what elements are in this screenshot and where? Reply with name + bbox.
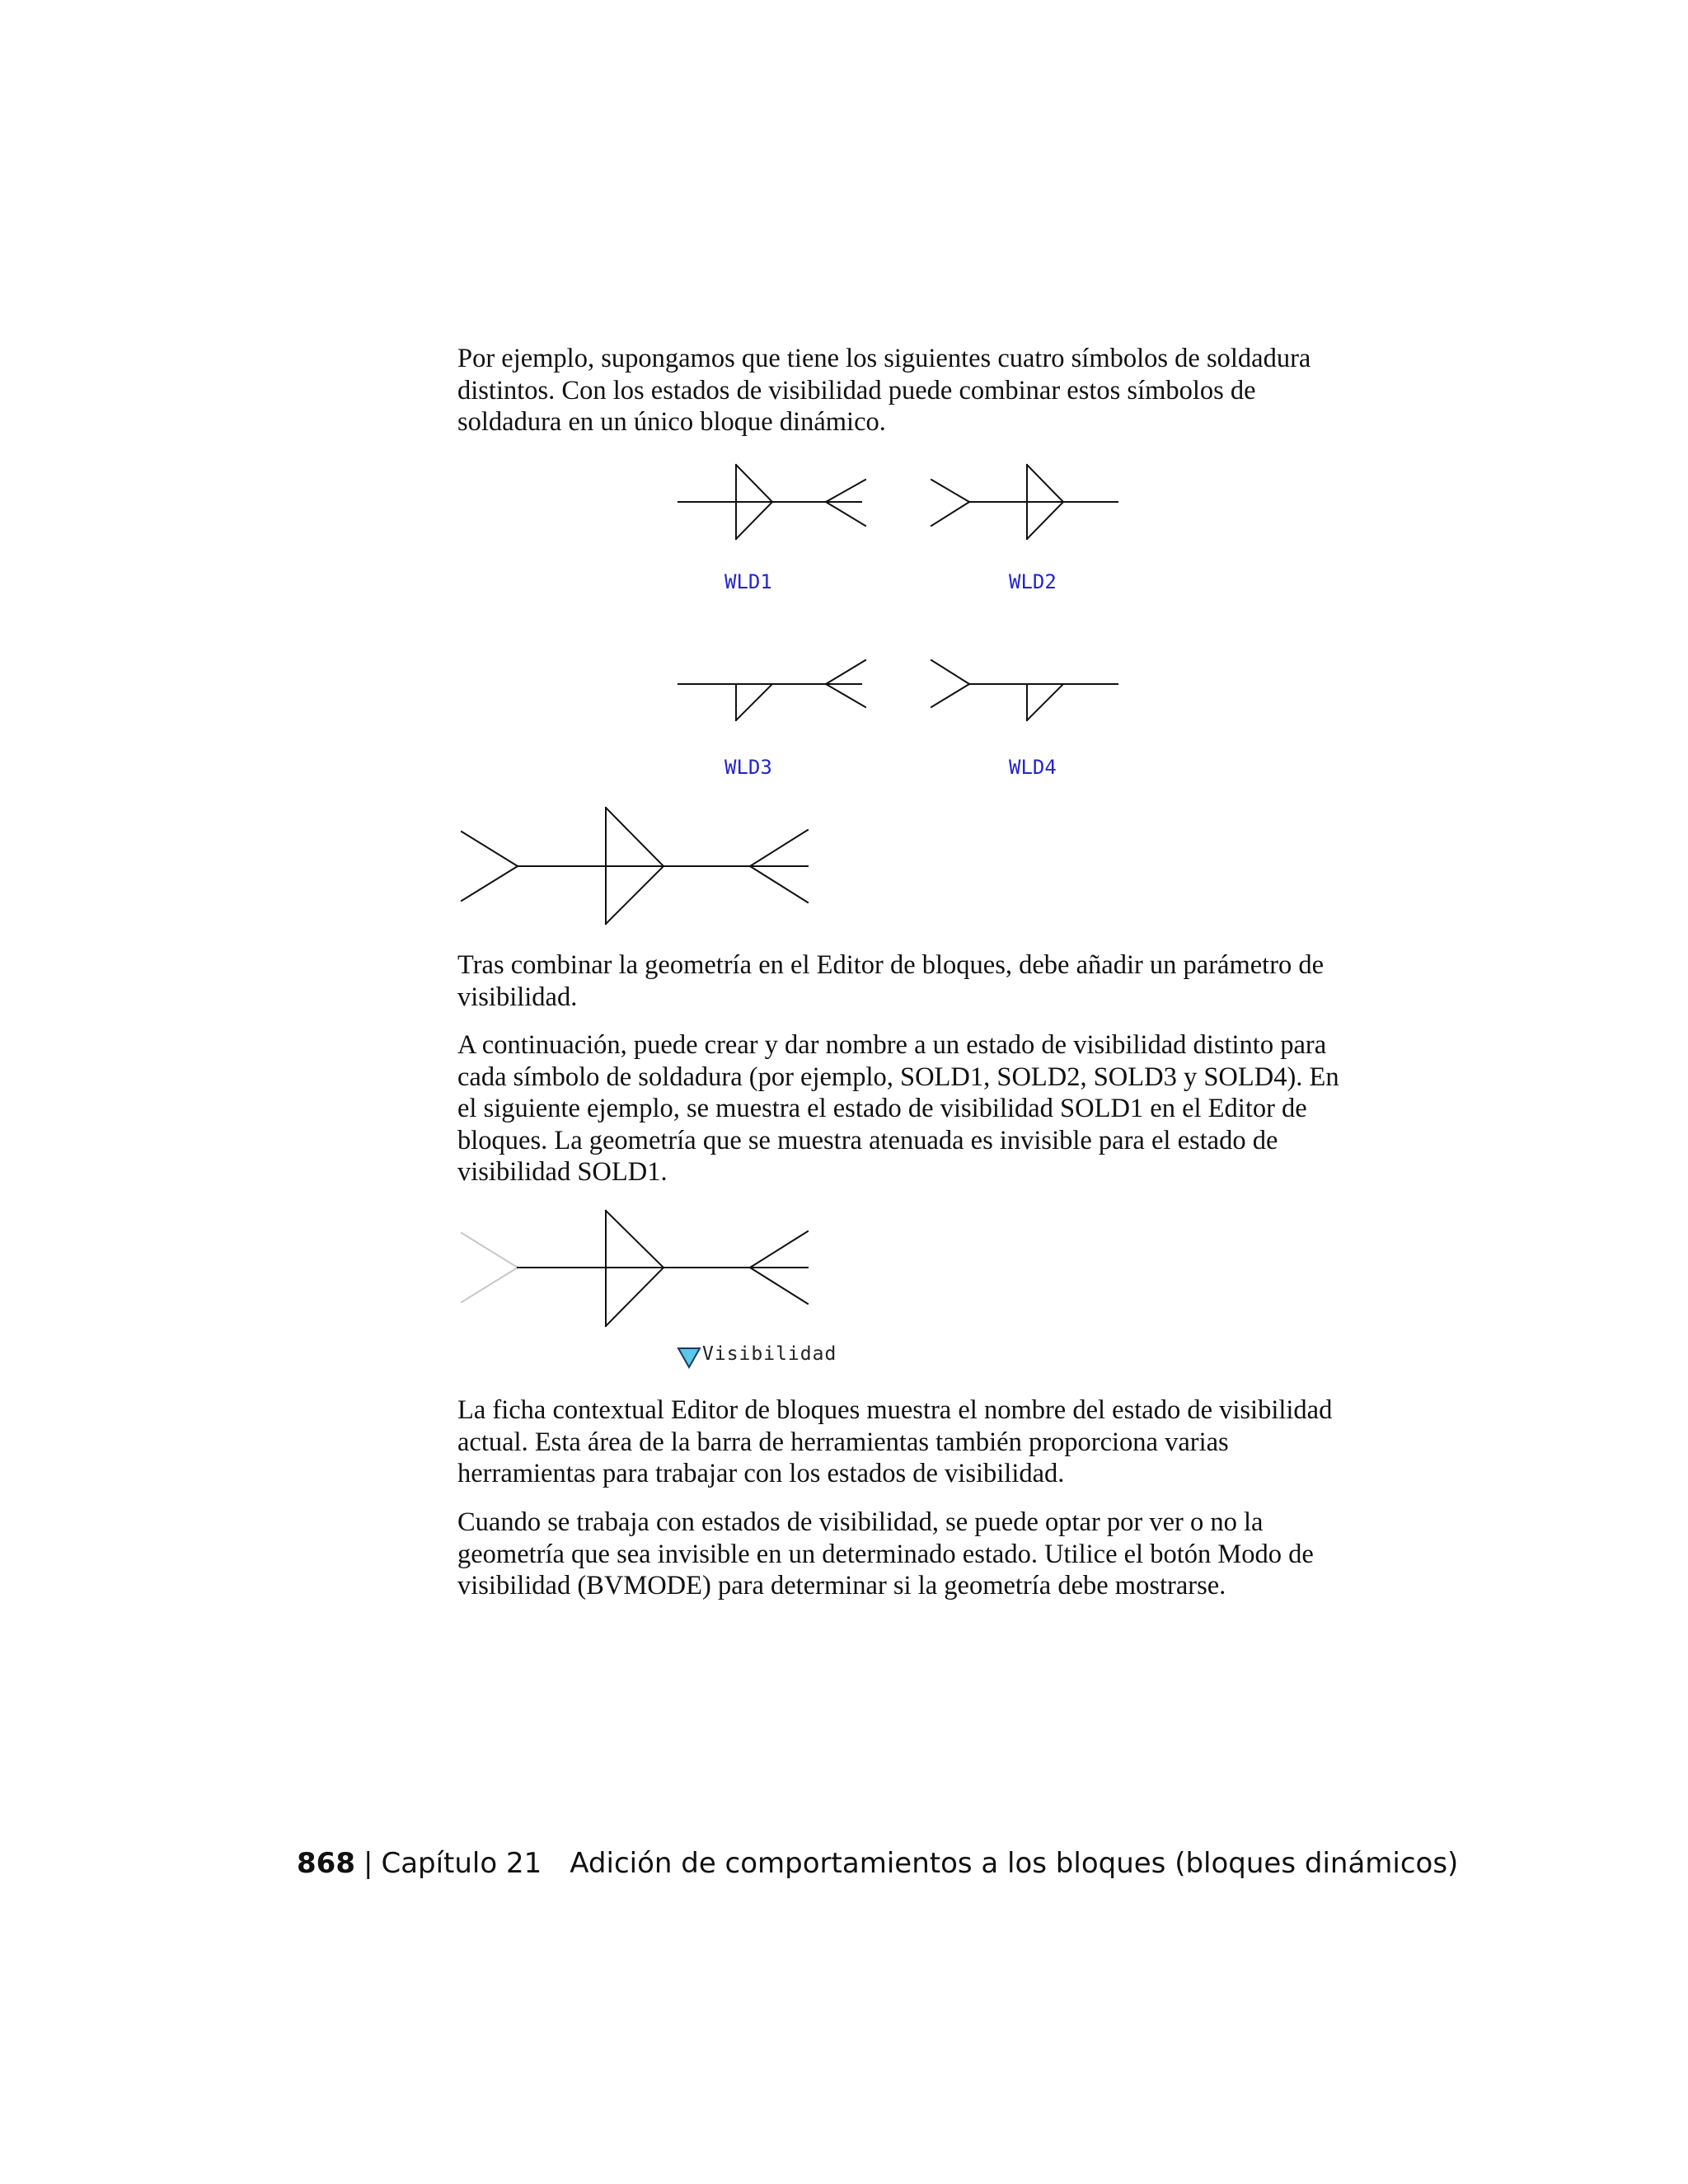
combined-block-svg	[457, 804, 820, 928]
paragraph-contextual-tab: La ficha contextual Editor de bloques muestra el nombre del estado de visibilidad actual. Esta área de la barra de herramientas también proporciona varias herramientas para trabajar con los estados de visibilidad.	[457, 1395, 1333, 1488]
label-wld4: WLD4	[1009, 756, 1057, 779]
paragraph-combine: Tras combinar la geometría en el Editor de bloques, debe añadir un parámetro de visibilidad.	[457, 950, 1325, 1012]
weld-symbol-wld4	[931, 660, 1118, 720]
label-wld3: WLD3	[724, 756, 772, 779]
paragraph-states: A continuación, puede crear y dar nombre a un estado de visibilidad distinto para cada símbolo de soldadura (por ejemplo, SOLD1, SOLD2, SOLD3 y SOLD4). En el siguiente ejemplo, se muestra el estado de visibilidad SOLD1 en el Editor de bloques. La geometría que se muestra atenuada es invisible para el estado de visibilidad SOLD1.	[457, 1030, 1339, 1187]
dimmed-geometry	[462, 1233, 518, 1302]
visible-geometry	[518, 1211, 808, 1326]
footer-separator: |	[363, 1847, 373, 1880]
visibility-grip-icon[interactable]	[678, 1348, 700, 1367]
label-wld1: WLD1	[724, 570, 772, 593]
weld-symbol-wld2	[931, 465, 1118, 539]
weld-symbols-svg	[676, 462, 1121, 791]
paragraph-intro: Por ejemplo, supongamos que tiene los siguientes cuatro símbolos de soldadura distintos. Con los estados de visibilidad puede combinar estos símbolos de soldadura en un único bloque dinámico.	[457, 344, 1311, 437]
weld-symbol-wld1	[678, 465, 865, 539]
page-footer	[297, 1847, 1458, 1880]
weld-symbol-wld3	[678, 660, 865, 720]
chapter-label: Capítulo 21	[381, 1847, 542, 1880]
page-number: 868	[297, 1847, 355, 1880]
visibility-state-figure	[457, 1208, 919, 1373]
chapter-title: Adición de comportamientos a los bloques (bloques dinámicos)	[570, 1847, 1459, 1880]
label-wld2: WLD2	[1009, 570, 1057, 593]
combined-block-figure	[457, 804, 820, 928]
visibility-parameter-label: Visibilidad	[702, 1343, 837, 1365]
weld-symbols-figure	[676, 462, 1121, 791]
visibility-state-svg	[457, 1208, 919, 1373]
paragraph-bvmode: Cuando se trabaja con estados de visibilidad, se puede optar por ver o no la geometría que sea invisible en un determinado estado. Utilice el botón Modo de visibilidad (BVMODE) para determinar si la geometría debe mostrarse.	[457, 1507, 1314, 1601]
